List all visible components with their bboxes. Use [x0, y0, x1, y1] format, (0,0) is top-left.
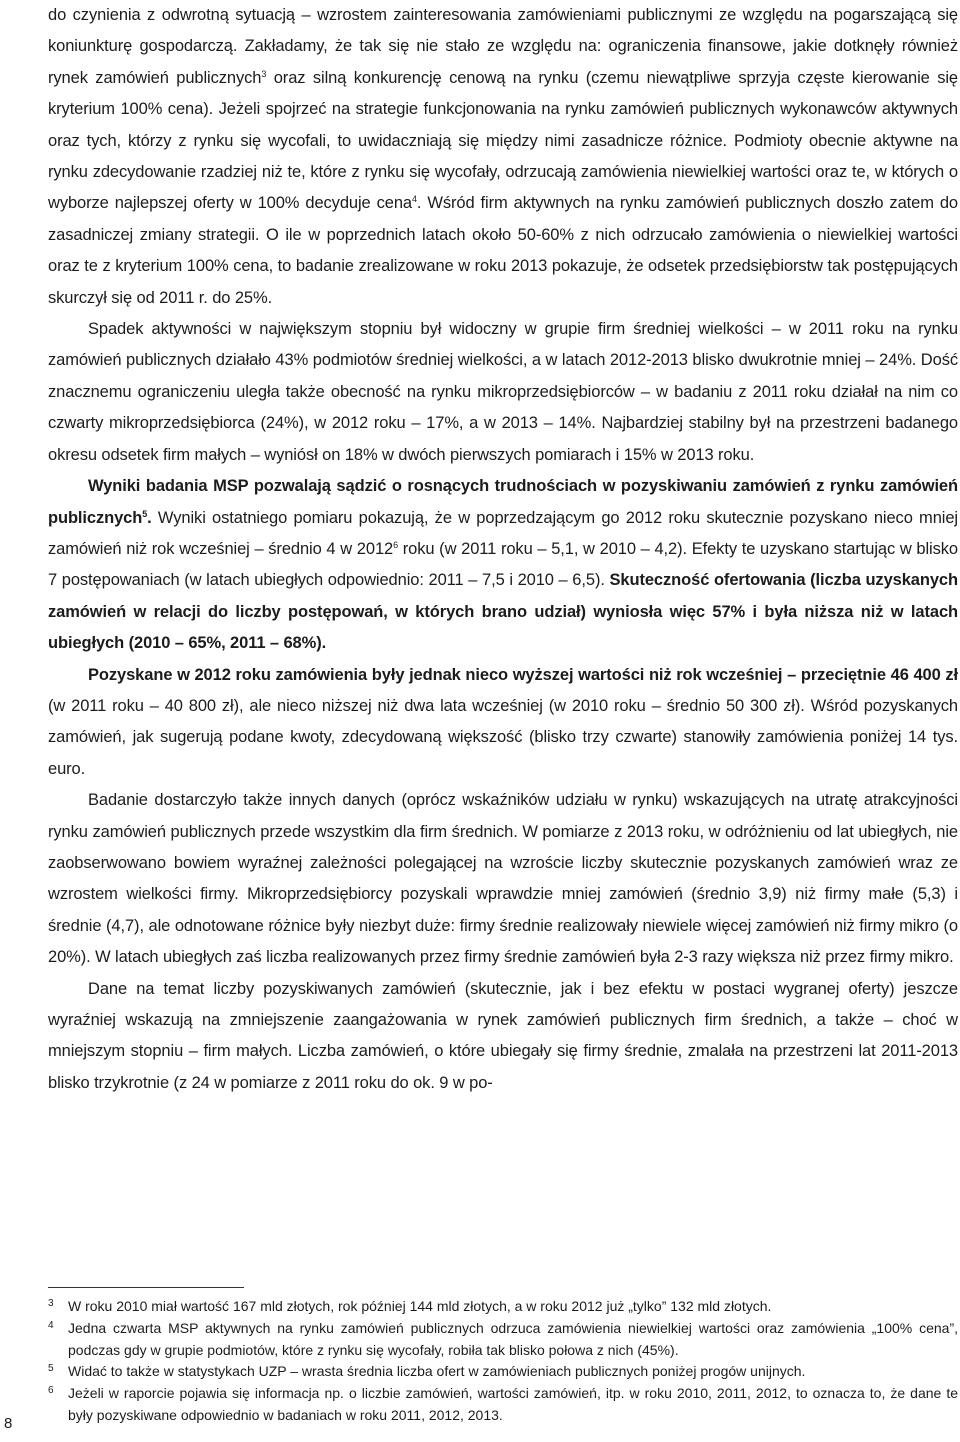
footnote	[48, 1383, 958, 1427]
footnote-reference: 6	[393, 539, 399, 550]
footnote-reference: 3	[261, 68, 267, 79]
paragraph	[48, 974, 958, 1100]
footnote	[48, 1361, 958, 1383]
footnote	[48, 1318, 958, 1362]
paragraph	[48, 660, 958, 786]
main-text	[48, 0, 958, 1099]
footnote-number: 5	[48, 1363, 54, 1375]
bold-text: Wyniki badania MSP pozwalają sądzić o rosnących trudnościach w pozyskiwaniu zamówień z rynku zamówień publicznych	[48, 477, 958, 527]
text-run: . Wśród firm aktywnych na rynku zamówień publicznych doszło zatem do zasadniczej zmiany strategii. O ile w poprzednich latach około 50-60% z nich odrzucało zamówienia o niewielkiej wartości oraz te z kryterium 100% cena, to badanie zrealizowane w roku 2013 pokazuje, że odsetek przedsiębiorstw tak postępujących skurczył się od 2011 r. do 25%.	[48, 194, 958, 307]
text-run: (w 2011 roku – 40 800 zł), ale nieco niższej niż dwa lata wcześniej (w 2010 roku – średnio 50 300 zł). Wśród pozyskanych zamówień, jak sugerują podane kwoty, zdecydowaną większość (blisko trzy czwarte) stanowiły zamówienia poniżej 14 tys. euro.	[48, 696, 958, 778]
footnote-text: Widać to także w statystykach UZP – wrasta średnia liczba ofert w zamówieniach publicznych poniżej progów unijnych.	[68, 1363, 806, 1380]
footnote-divider	[48, 1287, 244, 1288]
paragraph	[48, 785, 958, 973]
footnote-number: 6	[48, 1385, 54, 1397]
footnote-number: 3	[48, 1298, 54, 1309]
footnote-text: W roku 2010 miał wartość 167 mld złotych, rok później 144 mld złotych, a w roku 2012 już „tylko” 132 mld złotych.	[68, 1298, 772, 1314]
bold-text: Skuteczność ofertowania (liczba uzyskanych zamówień w relacji do liczby postępowań, w których brano udział) wyniosła więc 57% i była niższa niż w latach ubiegłych (2010 – 65%, 2011 – 68%).	[48, 571, 958, 653]
text-run: oraz silną konkurencję cenową na rynku (czemu niewątpliwe sprzyja częste kierowanie się kryterium 100% cena). Jeżeli spojrzeć na strategie funkcjonowania na rynku zamówień publicznych wykonawców aktywnych oraz tych, którzy z rynku się wycofali, to uwidaczniają się między nimi zasadnicze różnice. Podmioty obecnie aktywne na rynku zdecydowanie rzadziej niż te, które z rynku się wycofały, odrzucają zamówienia niewielkiej wartości oraz te, w których o wyborze najlepszej oferty w 100% decyduje cena	[48, 68, 958, 213]
bold-text: Pozyskane w 2012 roku zamówienia były jednak nieco wyższej wartości niż rok wcześniej – przeciętnie 46 400 zł	[88, 665, 958, 684]
footnote-reference: 5	[142, 508, 148, 519]
footnotes	[48, 1296, 958, 1427]
text-run: Dane na temat liczby pozyskiwanych zamówień (skutecznie, jak i bez efektu w postaci wygranej oferty) jeszcze wyraźniej wskazują na zmniejszenie zaangażowania w rynek zamówień publicznych firm średnich, a także – choć w mniejszym stopniu – firm małych. Liczba zamówień, o które ubiegały się firmy średnie, zmalała na przestrzeni lat 2011-2013 blisko trzykrotnie (z 24 w pomiarze z 2011 roku do ok. 9 w po-	[48, 979, 958, 1092]
paragraph	[48, 471, 958, 659]
bold-text: .	[147, 508, 152, 527]
text-run: roku (w 2011 roku – 5,1, w 2010 – 4,2). Efekty te uzyskano startując w blisko 7 postępowaniach (w latach ubiegłych odpowiednio: 2011 – 7,5 i 2010 – 6,5).	[48, 539, 958, 590]
footnote-number: 4	[48, 1319, 54, 1331]
text-run: Spadek aktywności w największym stopniu był widoczny w grupie firm średniej wielkości – w 2011 roku na rynku zamówień publicznych działało 43% podmiotów średniej wielkości, a w latach 2012-2013 blisko dwukrotnie mniej – 24%. Dość znacznemu ograniczeniu uległa także obecność na rynku mikroprzedsiębiorców – w badaniu z 2011 roku działał na nim co czwarty mikroprzedsiębiorca (24%), w 2012 roku – 17%, a w 2013 – 14%. Najbardziej stabilny był na przestrzeni badanego okresu odsetek firm małych – wyniósł on 18% w dwóch pierwszych pomiarach i 15% w 2013 roku.	[48, 320, 958, 464]
paragraph	[48, 0, 958, 314]
footnote	[48, 1296, 958, 1318]
text-run: do czynienia z odwrotną sytuacją – wzrostem zainteresowania zamówieniami publicznymi ze względu na pogarszającą się koniunkturę gospodarczą. Zakładamy, że tak się nie stało ze względu na: ograniczenia finansowe, jakie dotknęły również rynek zamówień publicznych	[48, 6, 958, 87]
text-run: Badanie dostarczyło także innych danych (oprócz wskaźników udziału w rynku) wskazujących na utratę atrakcyjności rynku zamówień publicznych przede wszystkim dla firm średnich. W pomiarze z 2013 roku, w odróżnieniu od lat ubiegłych, nie zaobserwowano bowiem wyraźnej zależności polegającej na wzroście liczby skutecznie pozyskanych zamówień wraz ze wzrostem wielkości firmy. Mikroprzedsiębiorcy pozyskali wprawdzie mniej zamówień (średnio 3,9) niż firmy małe (5,3) i średnie (4,7), ale odnotowane różnice były niezbyt duże: firmy średnie realizowały niewiele więcej zamówień niż firmy mikro (o 20%). W latach ubiegłych zaś liczba realizowanych przez firmy średnie zamówień była 2-3 razy większa niż przez firmy mikro.	[48, 791, 958, 967]
paragraph	[48, 314, 958, 471]
footnote-reference: 4	[412, 194, 417, 205]
page-number: 8	[4, 1415, 13, 1432]
footnote-text: Jedna czwarta MSP aktywnych na rynku zamówień publicznych odrzuca zamówienia niewielkiej wartości oraz zamówienia „100% cena”, podczas gdy w grupie podmiotów, które z rynku się wycofały, robiła tak blisko połowa z nich (45%).	[68, 1319, 958, 1358]
text-run: Wyniki ostatniego pomiaru pokazują, że w poprzedzającym go 2012 roku skutecznie pozyskano nieco mniej zamówień niż rok wcześniej – średnio 4 w 2012	[48, 508, 958, 558]
footnote-text: Jeżeli w raporcie pojawia się informacja np. o liczbie zamówień, wartości zamówień, itp. w roku 2010, 2011, 2012, to oznacza to, że dane te były pozyskiwane odpowiednio w badaniach w roku 2011, 2012, 2013.	[68, 1385, 958, 1423]
